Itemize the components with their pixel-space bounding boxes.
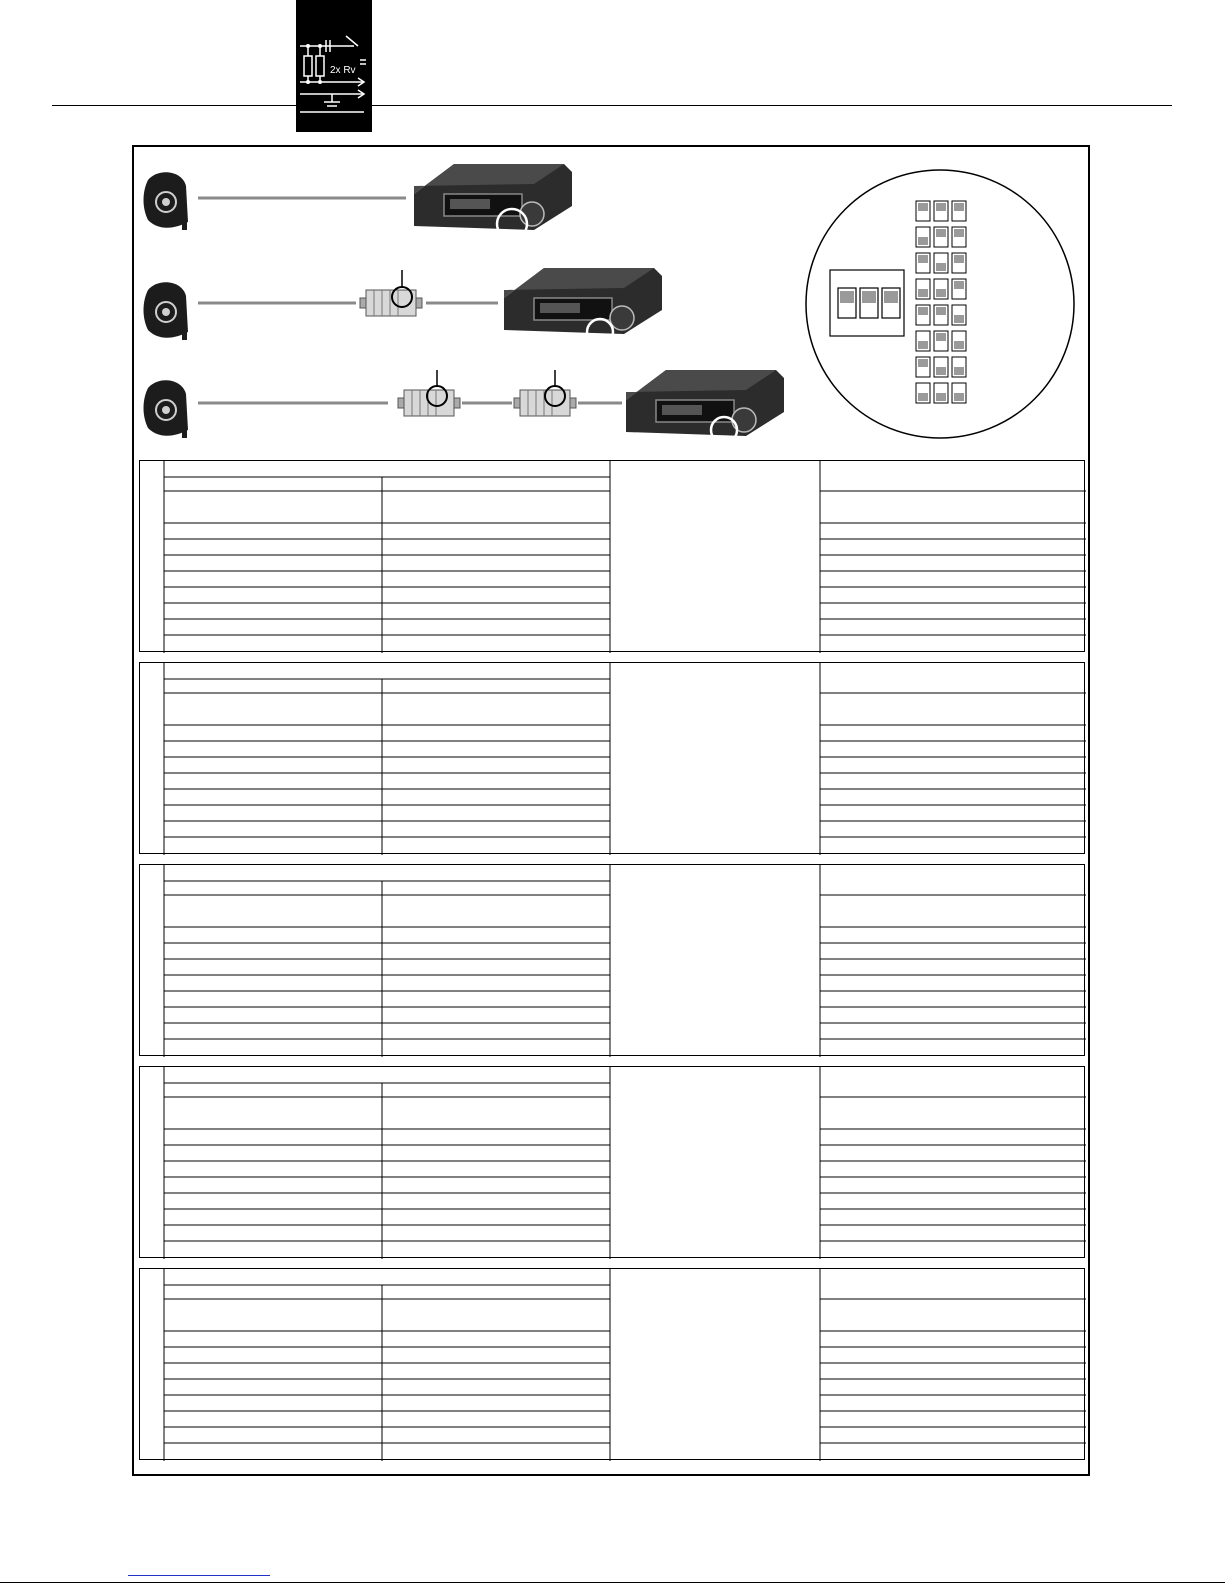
receiver-unit-icon	[626, 370, 784, 436]
diagram-row-2	[144, 268, 663, 345]
settings-table-2	[139, 662, 1085, 854]
dip-knob	[918, 307, 928, 315]
diagram-row-1	[144, 164, 573, 239]
dip-knob	[884, 291, 898, 303]
footer-rule	[0, 1582, 1225, 1583]
dip-knob	[954, 315, 964, 323]
dip-knob	[918, 255, 928, 263]
dip-knob	[954, 203, 964, 211]
dip-knob	[936, 263, 946, 271]
dip-knob	[918, 359, 928, 367]
dip-knob	[936, 367, 946, 375]
receiver-unit-icon	[504, 268, 662, 334]
dip-knob	[936, 333, 946, 341]
dip-knob	[918, 341, 928, 349]
dip-knob	[936, 289, 946, 297]
dip-knob	[954, 393, 964, 401]
dip-knob	[862, 291, 876, 303]
dip-knob	[936, 307, 946, 315]
receiver-unit-icon	[414, 164, 572, 230]
dip-knob	[840, 291, 854, 303]
dip-knob	[918, 393, 928, 401]
antenna-icon	[144, 380, 189, 438]
dip-knob	[918, 237, 928, 245]
dip-knob	[954, 341, 964, 349]
footer-link-underline[interactable]	[128, 1575, 270, 1576]
booster-icon	[360, 290, 422, 316]
settings-table-5	[139, 1268, 1085, 1460]
settings-table-1	[139, 460, 1085, 652]
dip-knob	[954, 367, 964, 375]
logo-label: 2x Rv	[330, 65, 356, 76]
settings-table-4	[139, 1066, 1085, 1258]
dip-knob	[918, 289, 928, 297]
dip-knob	[936, 393, 946, 401]
settings-table-3	[139, 864, 1085, 1056]
dip-knob	[954, 255, 964, 263]
antenna-icon	[144, 282, 189, 340]
dip-knob	[936, 203, 946, 211]
dip-knob	[954, 281, 964, 289]
connection-diagram	[0, 0, 1225, 460]
dip-knob	[936, 229, 946, 237]
antenna-icon	[144, 172, 189, 230]
diagram-row-3	[144, 370, 785, 443]
dip-switch-icon	[806, 170, 1074, 438]
dip-knob	[954, 229, 964, 237]
dip-knob	[918, 203, 928, 211]
